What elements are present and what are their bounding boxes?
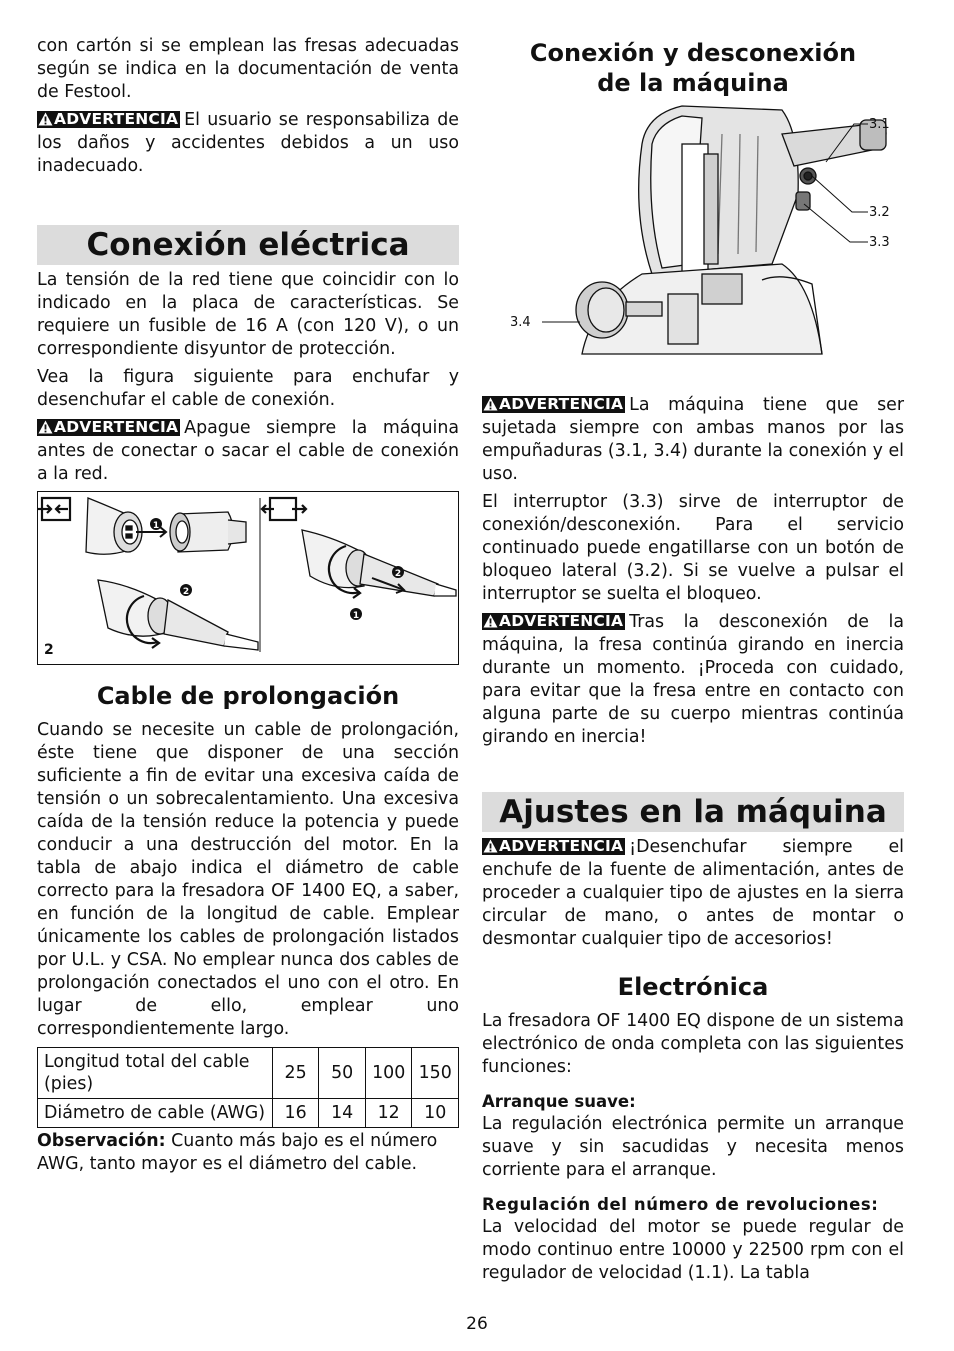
section-title-extension: Cable de prolongación: [96, 682, 400, 710]
note-label: Observación:: [37, 1131, 166, 1151]
table-cell: 25: [272, 1048, 319, 1099]
plug-connection-illustration: [38, 492, 458, 664]
speed-text: La velocidad del motor se puede regular de modo continuo entre 10000 y 22500 rpm con el regulador de velocidad (1.1). La tabla: [482, 1217, 904, 1283]
warning-triangle-icon: [38, 420, 53, 434]
table-cell: 12: [365, 1099, 412, 1128]
table-row: [38, 1048, 459, 1099]
row-label-length: Longitud total del cable (pies): [38, 1048, 273, 1099]
left-column: [37, 35, 459, 1181]
section-title-connection: Conexión y desconexión de la máquina: [529, 39, 857, 97]
soft-start-heading: Arranque suave:: [482, 1092, 636, 1111]
connection-paragraph: El interruptor (3.3) sirve de interruptor de conexión/desconexión. Para el servicio continuado puede engatillarse con un botón de bloqueo lateral (3.2). Si se vuelve a pulsar el interruptor se suelta el bloqueo.: [482, 492, 904, 604]
table-cell: 100: [365, 1048, 412, 1099]
table-cell: 50: [319, 1048, 366, 1099]
disconnect-icon: [262, 498, 306, 520]
callout-3-4: 3.4: [510, 315, 531, 330]
electrical-warning: [37, 417, 459, 486]
warning-label: ADVERTENCIA: [54, 418, 179, 436]
svg-text:2: 2: [182, 587, 190, 597]
intro-paragraph: con cartón si se emplean las fresas adecuadas según se indica en la documentación de venta de Festool.: [37, 36, 459, 102]
callout-3-1: 3.1: [869, 117, 890, 132]
electronics-intro: La fresadora OF 1400 EQ dispone de un sistema electrónico de onda completa con las siguientes funciones:: [482, 1011, 904, 1077]
electrical-warning-text: Apague siempre la máquina antes de conectar o sacar el cable de conexión a la red.: [37, 418, 459, 484]
marker-1b: [350, 608, 362, 621]
adjustments-warning: [482, 836, 904, 951]
warning-triangle-icon: [483, 614, 498, 628]
warning-label: ADVERTENCIA: [499, 395, 624, 413]
adjustments-warning-text: ¡Desenchufar siempre el enchufe de la fuente de alimentación, antes de proceder a cualquier tipo de ajustes en la sierra circular de mano, o antes de montar o desmontar cualquier tipo de accesorios!: [482, 837, 904, 949]
warning-label: ADVERTENCIA: [499, 837, 624, 855]
warning-badge: [482, 838, 625, 855]
electrical-paragraph-2: Vea la figura siguiente para enchufar y desenchufar el cable de conexión.: [37, 367, 459, 410]
table-cell: 14: [319, 1099, 366, 1128]
callout-3-3: 3.3: [869, 235, 890, 250]
warning-triangle-icon: [483, 839, 498, 853]
marker-2a: [180, 584, 192, 597]
warning-label: ADVERTENCIA: [499, 612, 624, 630]
section-title-adjustments: Ajustes en la máquina: [482, 792, 904, 832]
connection-warning-2-text: Tras la desconexión de la máquina, la fresa continúa girando en inercia durante un momento. ¡Proceda con cuidado, para evitar que la fresa entre en contacto con alguna parte de su cuerpo mientras continúa girando en inercia!: [482, 612, 904, 747]
connect-icon: [38, 498, 70, 520]
connection-warning-1: [482, 394, 904, 486]
electrical-paragraph-1: La tensión de la red tiene que coincidir con lo indicado en la placa de características. Se requiere un fusible de 16 A (con 120 V), o un correspondiente disyuntor de protección.: [37, 270, 459, 359]
row-label-gauge: Diámetro de cable (AWG): [38, 1099, 273, 1128]
table-cell: 10: [412, 1099, 459, 1128]
warning-badge: [482, 613, 625, 630]
cable-gauge-table: [37, 1047, 459, 1128]
svg-text:1: 1: [152, 521, 160, 531]
warning-badge: [37, 111, 180, 128]
soft-start-text: La regulación electrónica permite un arranque suave y sin sacudidas y necesita menos corriente para el arranque.: [482, 1114, 904, 1180]
connection-warning-1-text: La máquina tiene que ser sujetada siempre con ambas manos por las empuñaduras (3.1, 3.4) durante la conexión y el uso.: [482, 395, 904, 484]
warning-badge: [482, 396, 625, 413]
warning-triangle-icon: [483, 397, 498, 411]
svg-text:2: 2: [394, 569, 402, 579]
warning-badge: [37, 419, 180, 436]
extension-paragraph: Cuando se necesite un cable de prolongación, éste tiene que disponer de una sección suficiente a fin de evitar una excesiva caída de tensión o un sobrecalentamiento. Una excesiva caída de la tensión reduce la potencia y puede conducir a una destrucción del motor. En la tabla de abajo indica el diámetro de cable correcto para la fresadora OF 1400 EQ, a saber, en función de la longitud de cable. Emplear únicamente los cables de prolongación listados por U.L. y CSA. No emplear nunca dos cables de prolongación conectados el uno con el otro. En lugar de ello, emplear uno correspondientemente largo.: [37, 720, 459, 1039]
warning-label: ADVERTENCIA: [54, 110, 179, 128]
marker-1a: [150, 518, 162, 531]
router-figure: [482, 104, 904, 356]
intro-warning: [37, 109, 459, 178]
table-row: [38, 1099, 459, 1128]
connection-warning-2: [482, 611, 904, 749]
note-paragraph: [37, 1130, 459, 1176]
page-number: 26: [466, 1314, 488, 1334]
table-cell: 150: [412, 1048, 459, 1099]
callout-3-2: 3.2: [869, 205, 890, 220]
section-title-electronics: Electrónica: [617, 973, 769, 1001]
plug-connection-figure: [37, 491, 459, 665]
right-column: [482, 38, 904, 1290]
figure-number: 2: [44, 642, 54, 658]
note-text: Cuanto más bajo es el número AWG, tanto mayor es el diámetro del cable.: [37, 1131, 438, 1174]
section-title-electrical: Conexión eléctrica: [37, 225, 459, 265]
svg-text:1: 1: [352, 611, 360, 621]
intro-warning-text: El usuario se responsabiliza de los daños y accidentes debidos a un uso inadecuado.: [37, 110, 459, 176]
table-cell: 16: [272, 1099, 319, 1128]
router-illustration: [482, 104, 904, 356]
warning-triangle-icon: [38, 112, 53, 126]
speed-heading: Regulación del número de revoluciones:: [482, 1195, 879, 1214]
